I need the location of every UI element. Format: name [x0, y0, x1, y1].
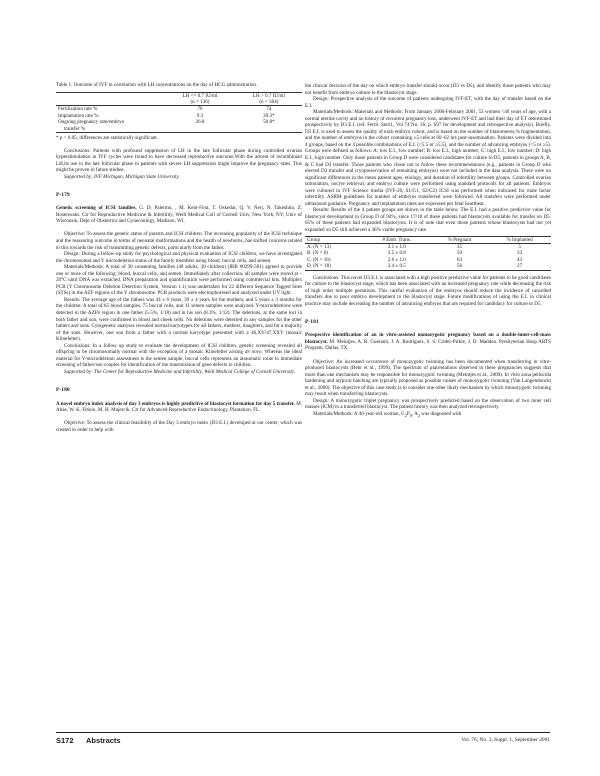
table1-header: [56, 92, 302, 106]
table2-cell: 2.4 ± 0.5: [387, 263, 406, 270]
table1-cell: [236, 126, 302, 133]
table1-cell: [164, 126, 236, 133]
p180-continued: the clinical decision of the day on which embryo transfer should occur (D3 vs D5), and identify those patients who may not benefit from embryo culture to the blastocyst stage.: [305, 83, 551, 96]
journal-issue: Vol. 76, No. 3, Suppl. 1, September 2001: [461, 737, 550, 743]
abstract-number-p181: P-181: [305, 319, 319, 326]
table2-cell: 33: [517, 250, 523, 257]
table1-cell: 9.3: [196, 112, 204, 119]
p179-methods: Materials/Methods: A total of 30 consenting families (48 adults, 30 children) (IRB #0299-581) agreed to provide one or more of the following: blood, buccal cells, and semen. Immediately after collection, all samples were stored at –20°C until DNA was extracted. DNA preparation and quantification were performed using commercial kits. Multiplex PCR (Y Chromosome Deletion Detection System, Version 1.1) was undertaken for 22 different Sequence Tagged Sites (STSs) in the AZF regions of the Y chromosome. PCR products were electrophoresed and analyzed under UV light.: [56, 264, 302, 297]
p179-support: Supported by: The Center for Reproductive Medicine and Infertility, Weill Medical College of Cornell University.: [64, 368, 296, 375]
p181-objective: Objective: An increased occurrence of monozygotic twinning has been documented when transferring in vitro-produced blastocysts (Behr et al., 1999). The spectrum of placentations observed in these pregnancies suggests that more than one mechanism may be responsible for monozygotic twinning (Meintjes et al., 2000). In vitro zona pellucida hardening and atypical hatching are typically proposed as possible causes of monozygotic twinning (Van Langendonckt et al., 2000). The objective of this case study is to consider one other likely mechanism by which monozygotic twinning may result when transferring blastocysts.: [305, 358, 551, 398]
table1-row: [56, 106, 302, 113]
table2-header-cell: Group: [307, 236, 321, 243]
p181-methods-text: , A: [411, 410, 418, 417]
p180-methods: Materials/Methods: Materials and Methods: From January 2000-February 2001, 53 women <40 years of age, with a normal uterine cavity and no history of recurrent pregnancy loss, underwent IVF-ET and had their day of ET determined prospectively by D3 E.I. (ref. Fertil. Steril., Vol 74 No. 3S, p. S97 for development and retrospective analysis). Briefly, D3 E.I. is used to assess the quality of each embryo cohort, and is based on the number of blastomeres,% fragmentation, and the number of embryos in the cohort containing ≥5 cells at 60–62 hrs post-insemination. Patients were divided into 4 groups, based on the 4 possible combinations of E.I. (<5.5 or ≥5.5), and the number of advancing embryos (<5 or ≥5). Groups were defined as follows: A: low E.I., low number; B: low E.I., high number; C: high E.I., low number; D: high E.I., high number. Only those patients in Group D were considered candidates for culture to D5; patients in groups A, B, & C had D3 transfer. Those patients who chose not to follow these recommendations (e.g., patients in Group D who elected D3 transfer and cryopreservation of remaining embryos) were not included in the data analysis. There were no significant differences in the mean patient ages, etiology, and duration of infertility between groups. Controlled ovarian stimulation, oocyte retrieval, and embryo culture were performed using standard protocols for all patients. Embryos were cultured in IVF Science media (IVF-20, S1/G1, S2/G2) ICSI was performed when indicated for male factor infertility. ASRM guidelines for number of embryos transferred were followed. All transfers were performed under ultrasound guidance. Pregnancy and implantation rates are expressed per fetal heartbeat.: [305, 109, 551, 207]
p179-conclusions-text: Conclusions: In a follow up study to evaluate the development of ICSI children, genetic screening revealed all offspring to be chromosomally normal with the exception of a mosaic Klinefelter arising: [56, 342, 302, 356]
page-number: S172: [56, 736, 74, 745]
p179-design: Design: During a follow-up study for psychological and physical evaluation of ICSI children, we have investigated the chromosomal and Y microdeletion status of the family members using blood, buccal cells, and semen.: [56, 251, 302, 264]
p181-methods-text: Materials/Methods: A 40-year-old woman, G: [313, 410, 405, 417]
table1-cell: 74: [266, 106, 272, 113]
table1-cell: Fertilization rate %: [58, 106, 98, 113]
p181-methods-sub: 0: [409, 412, 412, 418]
table1-col2-header: LH > 0.7 IU/ml: [252, 92, 285, 99]
p180-authors: M. Abae, W. K. Fitisio, M. H. Majercik. Ctr for Advanced Reproductive Endocrinology, Plantation, FL.: [56, 400, 302, 414]
table1-cell: 26.8: [195, 119, 205, 126]
p179-conclusions-text: . Whereas the ideal material for Y-microdeletion assessment is the semen sample, buccal cells represents an atraumatic route to immediate screening of father/son couples for identification of the transmission of gene defects to children.: [56, 349, 302, 369]
abstract-number-p179: P-179: [56, 192, 70, 199]
table2-cell: 2.6 ± 1.0: [387, 256, 406, 263]
p181-authors: M. Meintjes, A. R. Guerami, J. A. Rodriguez, S. S. Crider-Pirkle, J. D. Madden. Presbyterian Hosp ARTS Program, Dallas, TX.: [305, 338, 551, 352]
table2-header-cell: # Emb. Trans.: [382, 236, 412, 243]
p178-conclusions: Conclusions: Patients with profound suppression of LH in the late follicular phase during controlled ovarian hyperstimulation in IVF cycles were found to have decreased reproductive outcome.With the advent of recombinant LH,its use in the late follicular phase in patients with severe LH suppression might improve the pregnancy rates. This might be proven in future studies.: [56, 147, 302, 174]
p181-methods-sub: 2: [417, 412, 420, 418]
table2-cell: 3.5 ± 0.8: [387, 250, 406, 257]
table2-cell: 50: [456, 250, 462, 257]
table2-cell: 56: [456, 263, 462, 270]
p181-design: Design: A monozygotic triplet pregnancy was prospectively predicted based on the observation of two inner cell masses (ICM) in a transferred blastocyst. The patient history was then analyzed retrospectively.: [305, 397, 551, 411]
table2-header-cell: % Implanted: [506, 236, 533, 243]
p179-authors: G. D. Palermo, , M. Kent-First, T. Oskedar, Q. V. Neri, N. Takeshita, Z. Rosenwaks. Ctr for Reproductive Medicine & Infertility, Weill Medical Coll of Cornell Univ, New York, NY; Univ of Wisconsin, Dept of Obstetrics and Gyneconlogy, Madison, WI.: [56, 205, 303, 225]
table2-cell: 63: [456, 256, 462, 263]
table1-footnote: * p < 0.05; differences are statistically significant.: [56, 134, 158, 141]
p178-support: Supported by: IVF Michigan, Michigan State University.: [64, 173, 180, 180]
table2-cell: B. (N = 6): [307, 250, 328, 257]
table2-row: [305, 263, 551, 270]
table2-header: [305, 236, 551, 243]
p181-methods-text: P: [406, 410, 410, 417]
p179-heading: [56, 205, 302, 225]
table1-cell: transfer %: [64, 125, 86, 132]
table1-cell: 76: [197, 106, 203, 113]
p179-conclusions: [56, 343, 302, 369]
p180-title: A novel embryo index analysis of day 3 embryos is highly predictive of blastocyst formation for day 5 transfer.: [56, 400, 295, 407]
p179-results: Results: The average age of the fathers was 44 ± 6 years, 39 ± 4 years for the mothers, and 5 years ± 3 months for the children. A total of 65 blood samples, 75 buccal cells, and 11 semen samples were analyzed. Y-microdeletions were detected in the AZFb region in one father (5.5%, 1/18) and in his son (8.3%, 1/12). The deletions, at the same loci in both father and son, were confirmed in blood and cheek cells. No deletions were detected in any samples for the other fathers and sons. Cytogenetic analyses revealed normal karyotypes for all fathers, mothers, daughters, and for a majority of the sons. However, one son from a father with a normal karyotype presented with a 46,XY/47,XXY (mosaic Klinefelter).: [56, 296, 302, 343]
p179-title: Genetic screening of ICSI families.: [56, 205, 137, 212]
table2-cell: C. (N = 16): [307, 256, 331, 263]
table2-cell: 3.1 ± 1.0: [387, 243, 406, 250]
p181-methods-sub: 2: [404, 412, 407, 418]
p181-heading: [305, 332, 551, 352]
p181-title: Prospective identification of an in vitro-assisted monozygotic pregnancy based on a double-inner-cell-mass blastocyst.: [305, 332, 551, 345]
table2-cell: 5: [518, 243, 521, 250]
section-name: Abstracts: [86, 736, 121, 745]
table1-cell: 50.8*: [263, 119, 275, 126]
table2-cell: A. (N = 13): [307, 243, 331, 250]
p181-methods-text: was diagnosed with: [419, 410, 462, 417]
left-column: [56, 82, 302, 433]
table1-cell: Implantation rate %: [58, 112, 99, 119]
p180-conclusions: Conclusions: This novel D3 E.I. is associated with a high positive predictive value for patients to be good candidates for culture to the blastocyst stage, which has been associated with an increased pregnancy rate while decreasing the risk of high order multiple gestations. This careful evaluation of the embryos should reduce the incidence of cancelled transfers due to poor embryo development to the blastocyst stage. Future modifications of using the E.I. in clinical practice may include decreasing the number of advancing embryos that are required for candidacy for culture to D5.: [305, 274, 551, 307]
p181-methods: [305, 411, 551, 420]
p180-results: Results: Results of the 4 patient groups are shown in the table below. The E.I. had a positive predictive value for blastocyst development in Group D of 94%, since 17/18 of these patients had blastocysts available for transfer on D5. 65% of these patients had expanded blastocysts. It is of note that even those patients whose blastocysts had not yet expanded on D5 still achieved a 36% viable pregnancy rate.: [305, 207, 551, 234]
table1-cell: Ongoing pregnancy rate/embryo: [58, 119, 125, 126]
table2-cell: 27: [517, 263, 523, 270]
table1-col1-n: (n = 136): [190, 98, 210, 105]
right-column: [305, 83, 551, 419]
p180-objective: Objective: To assess the clinical feasibility of the Day 3 embryo index (D3 E.I.) developed at our center, which was created in order to help with: [56, 420, 302, 433]
p179-conclusions-emphasis: de novo: [244, 349, 262, 356]
table1-cell: 20.3*: [263, 112, 275, 119]
table2-header-cell: % Pregnant: [447, 236, 472, 243]
abstract-number-p180: P-180: [56, 387, 70, 394]
table2-cell: 43: [517, 256, 523, 263]
table2-row: [305, 243, 551, 250]
table1-row: [56, 126, 302, 133]
table2-cell: D. (N = 18): [307, 263, 331, 270]
table2-cell: 15: [456, 243, 462, 250]
page-footer: [56, 732, 550, 745]
table1-col2-n: (n = 364): [259, 98, 279, 105]
p180-design: Design: Prospective analysis of the outcome of patients undergoing IVF-ET, with the day of transfer based on the E.I.: [305, 96, 551, 109]
embryo-index-table: [305, 236, 551, 271]
lh-outcome-table: [56, 92, 302, 133]
p180-heading: [56, 401, 302, 414]
p179-objective: Objective: To assess the genetic status of parents and ICSI children. The increasing popularity of the ICSI technique and the reassuring outcome in terms of neonatal malformations and the health of newborns, has shifted concerns related to this towards the risk of transmitting genetic defects, particularly from the father.: [56, 231, 302, 251]
table1-caption: Table 1. Outcome of IVF in correlation with LH concentrations on the day of HCG administration.: [56, 82, 258, 88]
table1-col1-header: LH <= 0.7 IU/ml: [182, 92, 218, 99]
